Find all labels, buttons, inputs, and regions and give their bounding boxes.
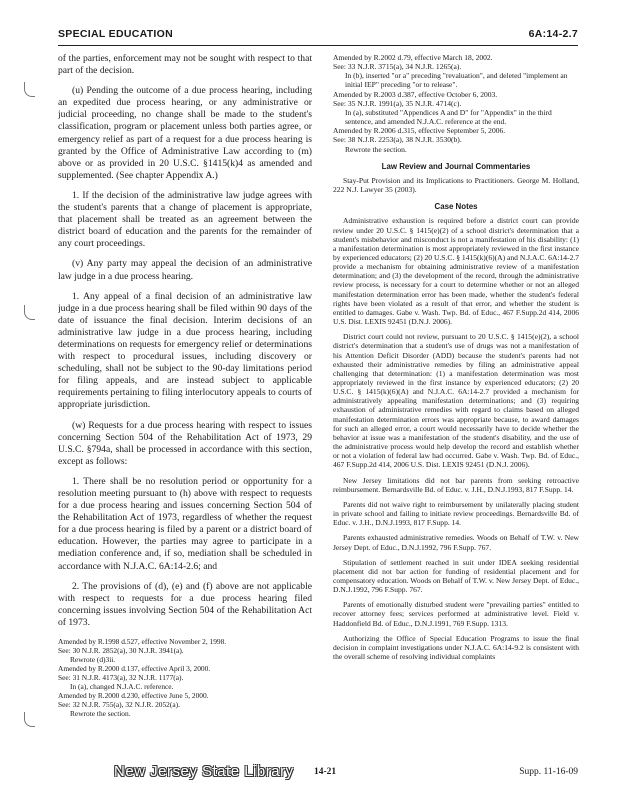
- paragraph: (w) Requests for a due process hearing with respect to issues concerning Section 504 of the Rehabilitation Act of 1973, 29 U.S.C. §794a, shall be processed in accordance with this section, except as follows:: [58, 419, 312, 467]
- library-watermark: New Jersey State Library: [114, 763, 294, 780]
- margin-mark: [24, 712, 35, 727]
- paragraph: 1. Any appeal of a final decision of an administrative law judge in a due process hearing shall be filed within 90 days of the date of issuance the final decision. Interim decisions of an administrative law judge in a due process hearing, including determinations on requests for emergency relief or determinations with respect to procedural issues, including discovery or scheduling, shall not be subject to the 90-day limitations period for filing appeals, and are instead subject to applicable requirements pertaining to filing interlocutory appeals to courts of appropriate jurisdiction.: [58, 290, 312, 411]
- history-line: Amended by R.2000 d.230, effective June 5, 2000.: [58, 691, 209, 701]
- paragraph: 1. There shall be no resolution period or opportunity for a resolution meeting pursuant to (h) above with respect to requests for a due process hearing and issues concerning Section 504 of the Rehabilitation Act of 1973, regardless of whether the request for a due process hearing is filed by a parent or a district board of education. However, the parties may agree to participate in a mediation conference and, if so, mediation shall be scheduled in accordance with N.J.A.C. 6A:14-2.6; and: [58, 475, 312, 572]
- supplement-date: Supp. 11-16-09: [519, 767, 578, 777]
- paragraph: 2. The provisions of (d), (e) and (f) above are not applicable with respect to requests for a due process hearing filed concerning issues involving Section 504 of the Rehabilitation Act of 1973.: [58, 580, 312, 628]
- case-notes-heading: Case Notes: [434, 202, 478, 212]
- paragraph: (v) Any party may appeal the decision of an administrative law judge in a due process hearing.: [58, 258, 312, 282]
- case-note: Parents of emotionally disturbed student were "prevailing parties" entitled to recover attorney fees; services performed at administrative level. Field v. Haddonfield Bd. of Educ., D.N.J.1991, 769 F.Supp. 1313.: [333, 600, 579, 628]
- margin-mark: [24, 82, 35, 97]
- paragraph: of the parties, enforcement may not be sought with respect to that part of the decision.: [58, 53, 312, 77]
- history-line: In (b), inserted "or a" preceding "revaluation", and deleted "implement an initial IEP" preceding "or to release".: [345, 71, 568, 90]
- page-footer: [58, 765, 578, 783]
- right-column: [333, 53, 579, 751]
- history-line: Rewrote the section.: [70, 709, 131, 719]
- case-note: Parents exhausted administrative remedies. Woods on Behalf of T.W. v. New Jersey Dept. of Educ., D.N.J.1992, 796 F.Supp. 767.: [333, 533, 579, 552]
- paragraph: 1. If the decision of the administrative law judge agrees with the student's parents that a change of placement is appropriate, that placement shall be treated as an agreement between the district board of education and the parents for the remainder of any court proceedings.: [58, 189, 312, 250]
- history-line: Amended by R.2000 d.137, effective April 3, 2000.: [58, 664, 211, 674]
- history-line: See: 33 N.J.R. 3715(a), 34 N.J.R. 1265(a).: [333, 62, 462, 72]
- history-line: Amended by R.2002 d.79, effective March 18, 2002.: [333, 53, 493, 62]
- history-line: See: 32 N.J.R. 755(a), 32 N.J.R. 2052(a).: [58, 700, 180, 710]
- history-line: See: 30 N.J.R. 2852(a), 30 N.J.R. 3941(a).: [58, 646, 184, 656]
- history-line: Rewrote the section.: [345, 144, 407, 154]
- case-note: District court could not review, pursuant to 20 U.S.C. § 1415(e)(2), a school district's determination that a student's use of drugs was not a manifestation of his Attention Deficit Disorder (ADD) because the student's parents had not exhausted their administrative remedies by filing an administrative appeal challenging that determination: (1) a manifestation determination was most appropriately reviewed in the first instance by experienced educators; (2) 20 U.S.C. § 1415(k)(6)(A) and N.J.A.C. 6A:14-2.7 provided a mechanism for administratively appealing manifestation determinations; and (3) requiring exhaustion of administrative remedies with regard to claims based on alleged manifestation determination errors was appropriate because, to award damages for such an alleged error, a court would necessarily have to decide whether the behavior at issue was a manifestation of the student's disability, and the use of the administrative process would help develop the record and establish whether or not a violation of federal law had occurred. Gabe v. Wash. Twp. Bd. of Educ., 467 F.Supp.2d 414, 2006 U.S. Dist. LEXIS 92451 (D.N.J. 2006).: [333, 332, 579, 470]
- left-column: [58, 53, 312, 751]
- history-line: Amended by R.2006 d.315, effective September 5, 2006.: [333, 126, 506, 136]
- case-note: Administrative exhaustion is required before a district court can provide review under 20 U.S.C. § 1415(e)(2) of a school district's determination that a student's misbehavior and misconduct is not a manifestation of his disability: (1) a manifestation determination is most appropriately reviewed in the first instance by experienced educators; (2) 20 U.S.C. § 1415(k)(6)(A) and N.J.A.C. 6A:14-2.7 provide a mechanism for obtaining administrative review of a manifestation determination; and (3) the development of the record, through the administrative review process, is necessary for a court to determine whether or not an alleged manifestation determination error has been made, whether the student's federal rights have been violated as a result of that error, and whether the student is entitled to damages. Gabe v. Wash. Twp. Bd. of Educ., 467 F.Supp.2d 414, 2006 U.S. Dist. LEXIS 92451 (D.N.J. 2006).: [333, 216, 579, 327]
- case-note: Parents did not waive right to reimbursement by unilaterally placing student in private school and failing to initiate review proceedings. Bernardsville Bd. of Educ. v. J.H., D.N.J.1993, 817 F.Supp. 14.: [333, 499, 579, 528]
- amendment-history: [58, 637, 312, 718]
- running-header: [58, 28, 578, 44]
- page-number: 14-21: [314, 767, 337, 777]
- margin-mark: [24, 305, 35, 320]
- history-line: See: 31 N.J.R. 4173(a), 32 N.J.R. 1177(a).: [58, 673, 184, 683]
- amendment-history: [333, 53, 579, 154]
- history-line: See: 38 N.J.R. 2253(a), 38 N.J.R. 3530(b).: [333, 135, 462, 145]
- history-line: See: 35 N.J.R. 1991(a), 35 N.J.R. 4714(c).: [333, 98, 462, 108]
- history-line: In (a), changed N.J.A.C. reference.: [70, 682, 174, 692]
- history-line: In (a), substituted "Appendices A and D" for "Appendix" in the third sentence, and amended N.J.A.C. reference at the end.: [345, 107, 552, 127]
- law-review-heading: Law Review and Journal Commentaries: [381, 161, 531, 171]
- case-note: Stipulation of settlement reached in suit under IDEA seeking residential placement did not bar action for funding of residential placement and for compensatory education. Woods on Behalf of T.W. v. New Jersey Dept. of Educ., D.N.J.1992, 796 F.Supp. 767.: [333, 557, 579, 595]
- law-review-entry: Stay-Put Provision and its Implications to Practitioners. George M. Holland, 222 N.J. Lawyer 35 (2003).: [333, 175, 579, 195]
- case-note: New Jersey limitations did not bar parents from seeking retroactive reimbursement. Bernardsville Bd. of Educ. v. J.H., D.N.J.1993, 817 F.Supp. 14.: [333, 475, 579, 494]
- history-line: Rewrote (d)3ii.: [70, 655, 116, 665]
- header-title: SPECIAL EDUCATION: [58, 28, 173, 40]
- history-line: Amended by R.2003 d.387, effective October 6, 2003.: [333, 89, 498, 99]
- case-note: Authorizing the Office of Special Education Programs to issue the final decision in complaint investigations under N.J.A.C. 6A:14-9.2 is consistent with the overall scheme of resolving individual complaints: [333, 633, 579, 662]
- header-rule: [58, 45, 578, 46]
- header-section-number: 6A:14-2.7: [528, 28, 578, 40]
- history-line: Amended by R.1998 d.527, effective November 2, 1998.: [58, 637, 227, 647]
- paragraph: (u) Pending the outcome of a due process hearing, including an expedited due process hearing, or any administrative or judicial proceeding, no change shall be made to the student's classification, program or placement unless both parties agree, or emergency relief as part of a request for a due process hearing is granted by the Office of Administrative Law according to (m) above or as provided in 20 U.S.C. §1415(k)4 as amended and supplemented. (See chapter Appendix A.): [58, 85, 312, 181]
